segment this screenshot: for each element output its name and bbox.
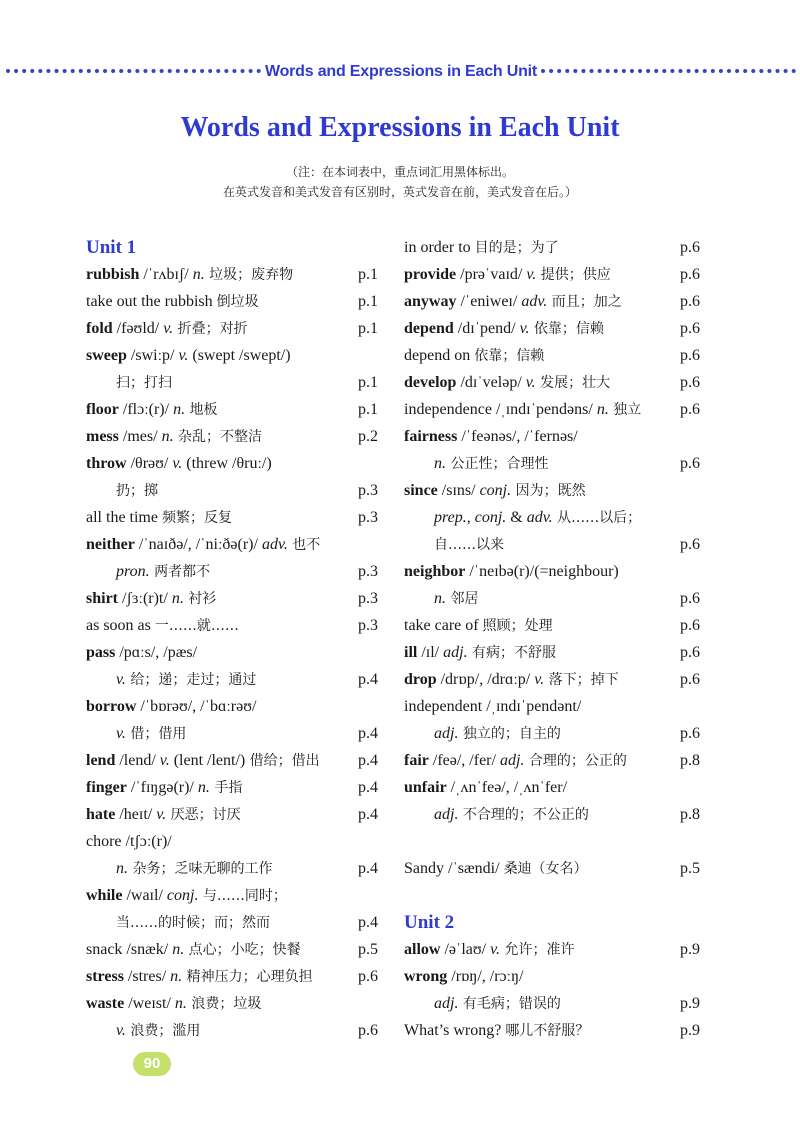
chinese-meaning: 两者都不 — [149, 564, 211, 580]
headword: neighbor — [404, 563, 466, 580]
part-of-speech: v. — [178, 347, 189, 364]
part-of-speech: pron. — [116, 563, 150, 580]
part-of-speech: n. — [171, 590, 184, 607]
part-of-speech: adj. — [443, 644, 468, 661]
page-reference: p.4 — [358, 671, 378, 688]
header-dots-left — [6, 69, 261, 75]
part-of-speech: v. — [525, 374, 536, 391]
part-of-speech: v. — [163, 320, 174, 337]
chinese-meaning: 提供；供应 — [536, 267, 611, 283]
vocab-entry — [404, 477, 700, 504]
pronunciation: /flɔː(r)/ — [118, 401, 174, 418]
entry-continuation — [404, 450, 700, 477]
page-reference: p.6 — [680, 617, 700, 634]
spacer — [404, 828, 700, 855]
vocab-entry — [404, 666, 700, 693]
vocab-entry — [86, 882, 378, 909]
pronunciation: /swiːp/ — [126, 347, 179, 364]
vocab-entry — [404, 612, 700, 639]
page-reference: p.2 — [358, 428, 378, 445]
vocab-entry — [86, 342, 378, 369]
entry-continuation — [86, 666, 378, 693]
chinese-meaning: 而且；加之 — [547, 294, 622, 310]
part-of-speech: v. — [526, 266, 537, 283]
part-of-speech: adv. — [526, 509, 553, 526]
note-line-1: （注：在本词表中，重点词汇用黑体标出。 — [285, 165, 514, 179]
headword: finger — [86, 779, 127, 796]
entry-text: What’s wrong? — [404, 1022, 506, 1039]
part-of-speech: adj. — [434, 995, 459, 1012]
headword: sweep — [86, 347, 127, 364]
chinese-meaning: 自……以来 — [434, 537, 504, 553]
entry-text: all the time — [86, 509, 162, 526]
headword: unfair — [404, 779, 447, 796]
chinese-meaning: 也不 — [287, 537, 321, 553]
page-reference: p.6 — [680, 725, 700, 742]
entry-text: independent /ˌɪndɪˈpendənt/ — [404, 698, 582, 715]
pronunciation: /feə/, /fer/ — [428, 752, 500, 769]
pronunciation: /mes/ — [118, 428, 162, 445]
page-reference: p.6 — [680, 671, 700, 688]
part-of-speech: n. — [116, 860, 128, 877]
chinese-meaning: 照顾；处理 — [482, 618, 553, 634]
part-of-speech: n. — [197, 779, 210, 796]
vocab-entry — [86, 288, 378, 315]
entry-continuation — [404, 531, 700, 558]
entry-continuation — [404, 801, 700, 828]
headword: allow — [404, 941, 441, 958]
chinese-meaning: 借给；借出 — [245, 753, 320, 769]
chinese-meaning: 独立的；自主的 — [458, 726, 561, 742]
chinese-meaning: 一……就…… — [154, 618, 239, 634]
vocab-entry — [404, 423, 700, 450]
headword: shirt — [86, 590, 118, 607]
pronunciation: /ˈfeənəs/, /ˈfernəs/ — [457, 428, 578, 445]
chinese-meaning: 从……以后； — [552, 510, 642, 526]
note-line-2: 在英式发音和美式发音有区别时，英式发音在前，美式发音在后。） — [222, 185, 577, 199]
vocab-entry — [404, 963, 700, 990]
headword: depend — [404, 320, 454, 337]
entry-continuation — [404, 504, 700, 531]
chinese-meaning: 与……同时； — [198, 888, 287, 904]
headword: develop — [404, 374, 457, 391]
page-reference: p.1 — [358, 401, 378, 418]
vocab-entry — [86, 396, 378, 423]
pronunciation: /ˈneɪbə(r)/(=neighbour) — [465, 563, 619, 580]
headword: fairness — [404, 428, 458, 445]
entry-text: Sandy /ˈsændi/ — [404, 860, 504, 877]
entry-text: take out the rubbish — [86, 293, 217, 310]
pronunciation: /waɪl/ — [122, 887, 167, 904]
page-reference: p.4 — [358, 779, 378, 796]
page-reference: p.6 — [680, 347, 700, 364]
spacer — [404, 882, 700, 909]
chinese-meaning: 因为；既然 — [511, 483, 586, 499]
part-of-speech: adv. — [521, 293, 548, 310]
entry-text: chore /tʃɔː(r)/ — [86, 833, 172, 850]
part-of-speech: n. — [174, 995, 187, 1012]
page-reference: p.1 — [358, 293, 378, 310]
page-reference: p.6 — [680, 239, 700, 256]
page-reference: p.4 — [358, 914, 378, 931]
page-reference: p.8 — [680, 806, 700, 823]
page-reference: p.3 — [358, 617, 378, 634]
entry-text: independence /ˌɪndɪˈpendəns/ — [404, 401, 597, 418]
page-reference: p.8 — [680, 752, 700, 769]
entry-extra: & — [506, 509, 527, 526]
chinese-meaning: 浪费；滥用 — [125, 1023, 201, 1039]
vocab-entry — [404, 558, 700, 585]
part-of-speech: conj. — [479, 482, 512, 499]
page-reference: p.4 — [358, 725, 378, 742]
part-of-speech: n. — [173, 401, 186, 418]
entry-extra: (threw /θruː/) — [182, 455, 272, 472]
part-of-speech: v. — [116, 671, 126, 688]
page-reference: p.5 — [680, 860, 700, 877]
pronunciation: /fəʊld/ — [112, 320, 164, 337]
headword: anyway — [404, 293, 457, 310]
part-of-speech: v. — [116, 1022, 126, 1039]
pronunciation: /lend/ — [115, 752, 160, 769]
pronunciation: /dɪˈveləp/ — [456, 374, 526, 391]
pronunciation: /ˌʌnˈfeə/, /ˌʌnˈfer/ — [446, 779, 568, 796]
vocab-entry — [86, 963, 378, 990]
chinese-meaning: 桑迪（女名） — [503, 861, 588, 877]
pronunciation: /ˈbɒrəʊ/, /ˈbɑːrəʊ/ — [136, 698, 257, 715]
part-of-speech: n. — [192, 266, 205, 283]
vocab-entry — [86, 990, 378, 1017]
vocab-entry — [404, 855, 700, 882]
page-reference: p.1 — [358, 320, 378, 337]
headword: ill — [404, 644, 418, 661]
chinese-meaning: 借；借用 — [125, 726, 187, 742]
chinese-meaning: 不合理的；不公正的 — [458, 807, 589, 823]
vocab-entry — [404, 693, 700, 720]
entry-continuation — [86, 477, 378, 504]
headword: since — [404, 482, 438, 499]
running-title: Words and Expressions in Each Unit — [264, 63, 538, 80]
headword: rubbish — [86, 266, 140, 283]
part-of-speech: n. — [161, 428, 174, 445]
part-of-speech: adv. — [261, 536, 288, 553]
page-reference: p.5 — [358, 941, 378, 958]
vocab-entry — [404, 315, 700, 342]
unit-heading: Unit 1 — [86, 237, 137, 258]
vocab-entry — [404, 936, 700, 963]
entry-text: as soon as — [86, 617, 155, 634]
vocab-entry — [404, 261, 700, 288]
entry-continuation — [86, 855, 378, 882]
pronunciation: /ˈeniweɪ/ — [456, 293, 522, 310]
part-of-speech: v. — [156, 806, 167, 823]
headword: waste — [86, 995, 125, 1012]
pronunciation: /ɪl/ — [417, 644, 444, 661]
page-reference: p.1 — [358, 266, 378, 283]
page-reference: p.3 — [358, 482, 378, 499]
chinese-meaning: 衬衫 — [183, 591, 217, 607]
vocab-entry — [86, 504, 378, 531]
vocab-entry — [404, 396, 700, 423]
headword: neither — [86, 536, 135, 553]
part-of-speech: v. — [159, 752, 170, 769]
part-of-speech: v. — [534, 671, 545, 688]
pronunciation: /dɪˈpend/ — [453, 320, 520, 337]
page-reference: p.6 — [358, 968, 378, 985]
page-reference: p.4 — [358, 860, 378, 877]
pronunciation: /ʃɜː(r)t/ — [118, 590, 172, 607]
page-reference: p.6 — [680, 401, 700, 418]
headword: mess — [86, 428, 119, 445]
chinese-meaning: 合理的；公正的 — [524, 753, 627, 769]
chinese-meaning: 给；递；走过；通过 — [125, 672, 257, 688]
part-of-speech: v. — [172, 455, 183, 472]
page-reference: p.1 — [358, 374, 378, 391]
part-of-speech: adj. — [434, 725, 459, 742]
headword: lend — [86, 752, 116, 769]
page-reference: p.4 — [358, 752, 378, 769]
chinese-meaning: 厌恶；讨厌 — [166, 807, 241, 823]
chinese-meaning: 允许；准许 — [500, 942, 575, 958]
chinese-meaning: 邻居 — [446, 591, 479, 607]
page-reference: p.6 — [680, 455, 700, 472]
vocab-entry — [404, 342, 700, 369]
vocab-entry — [86, 774, 378, 801]
entry-extra: (lent /lent/) — [169, 752, 246, 769]
entry-text: depend on — [404, 347, 475, 364]
pronunciation: /sɪns/ — [437, 482, 480, 499]
headword: fold — [86, 320, 113, 337]
pronunciation: /weɪst/ — [124, 995, 175, 1012]
page-reference: p.6 — [358, 1022, 378, 1039]
pronunciation: /heɪt/ — [115, 806, 157, 823]
page-reference: p.6 — [680, 590, 700, 607]
page-reference: p.6 — [680, 293, 700, 310]
vocab-entry — [404, 234, 700, 261]
part-of-speech: n. — [172, 941, 185, 958]
vocab-entry — [86, 315, 378, 342]
entry-text: snack /snæk/ — [86, 941, 173, 958]
chinese-meaning: 有病；不舒服 — [467, 645, 557, 661]
entry-extra: (swept /swept/) — [188, 347, 291, 364]
pronunciation: /drɒp/, /drɑːp/ — [436, 671, 535, 688]
vocab-entry — [86, 639, 378, 666]
vocab-entry — [404, 369, 700, 396]
left-column — [86, 234, 378, 1044]
vocab-entry — [404, 639, 700, 666]
part-of-speech: prep., conj. — [434, 509, 507, 526]
pronunciation: /əˈlaʊ/ — [440, 941, 491, 958]
chinese-meaning: 独立 — [608, 402, 642, 418]
headword: throw — [86, 455, 127, 472]
chinese-meaning: 扔；掷 — [116, 483, 158, 499]
chinese-meaning: 浪费；垃圾 — [186, 996, 262, 1012]
headword: drop — [404, 671, 437, 688]
vocab-entry — [86, 585, 378, 612]
vocab-entry — [86, 261, 378, 288]
right-column — [404, 234, 700, 1044]
entry-continuation — [404, 585, 700, 612]
part-of-speech: adj. — [434, 806, 459, 823]
page-reference: p.9 — [680, 1022, 700, 1039]
page-reference: p.6 — [680, 374, 700, 391]
chinese-meaning: 当……的时候；而；然而 — [116, 915, 270, 931]
chinese-meaning: 发展；壮大 — [535, 375, 611, 391]
headword: floor — [86, 401, 119, 418]
page-reference: p.6 — [680, 266, 700, 283]
chinese-meaning: 扫；打扫 — [116, 375, 172, 391]
chinese-meaning: 有毛病；错误的 — [458, 996, 561, 1012]
vocab-entry — [404, 288, 700, 315]
pronunciation: /θrəʊ/ — [126, 455, 173, 472]
pronunciation: /rɒŋ/, /rɔːŋ/ — [447, 968, 524, 985]
pronunciation: /stres/ — [123, 968, 171, 985]
pronunciation: /ˈnaɪðə/, /ˈniːðə(r)/ — [134, 536, 262, 553]
vocab-entry — [404, 774, 700, 801]
chinese-meaning: 杂乱；不整洁 — [173, 429, 263, 445]
part-of-speech: v. — [490, 941, 501, 958]
chinese-meaning: 折叠；对折 — [173, 321, 248, 337]
chinese-meaning: 点心；小吃；快餐 — [184, 942, 301, 958]
chinese-meaning: 哪儿不舒服？ — [505, 1023, 590, 1039]
part-of-speech: conj. — [166, 887, 199, 904]
headword: provide — [404, 266, 457, 283]
page-number-badge: 90 — [133, 1052, 171, 1076]
chinese-meaning: 垃圾；废弃物 — [204, 267, 294, 283]
chinese-meaning: 依靠；信赖 — [529, 321, 604, 337]
entry-continuation — [86, 558, 378, 585]
unit-heading: Unit 2 — [404, 912, 455, 933]
part-of-speech: adj. — [499, 752, 525, 769]
vocab-entry — [86, 450, 378, 477]
headword: pass — [86, 644, 116, 661]
headword: borrow — [86, 698, 137, 715]
page-reference: p.6 — [680, 320, 700, 337]
part-of-speech: n. — [170, 968, 183, 985]
headword: while — [86, 887, 123, 904]
entry-text: take care of — [404, 617, 483, 634]
vocab-entry — [404, 747, 700, 774]
headword: fair — [404, 752, 429, 769]
part-of-speech: n. — [434, 455, 446, 472]
entry-continuation — [86, 909, 378, 936]
page-reference: p.3 — [358, 590, 378, 607]
chinese-meaning: 目的是；为了 — [474, 240, 559, 256]
headword: wrong — [404, 968, 448, 985]
vocab-entry — [86, 423, 378, 450]
page-reference: p.4 — [358, 806, 378, 823]
headword: stress — [86, 968, 124, 985]
chinese-meaning: 杂务；乏味无聊的工作 — [128, 861, 273, 877]
running-header — [0, 58, 800, 86]
chinese-meaning: 地板 — [185, 402, 218, 418]
vocab-entry — [86, 801, 378, 828]
vocab-entry — [86, 828, 378, 855]
headword: hate — [86, 806, 116, 823]
vocab-entry — [404, 1017, 700, 1044]
part-of-speech: v. — [116, 725, 126, 742]
chinese-meaning: 落下；掉下 — [544, 672, 619, 688]
pronunciation: /ˈfɪŋgə(r)/ — [126, 779, 198, 796]
header-dots-right — [541, 69, 796, 75]
entry-continuation — [86, 369, 378, 396]
page-reference: p.6 — [680, 536, 700, 553]
vocab-entry — [86, 936, 378, 963]
pronunciation: /ˈrʌbɪʃ/ — [139, 266, 193, 283]
entry-continuation — [404, 990, 700, 1017]
vocab-entry — [86, 531, 378, 558]
page-reference: p.6 — [680, 644, 700, 661]
chinese-meaning: 依靠；信赖 — [474, 348, 545, 364]
chinese-meaning: 频繁；反复 — [161, 510, 232, 526]
vocab-entry — [86, 747, 378, 774]
entry-continuation — [404, 720, 700, 747]
page-reference: p.9 — [680, 941, 700, 958]
entry-text: in order to — [404, 239, 475, 256]
vocab-entry — [86, 693, 378, 720]
part-of-speech: v. — [519, 320, 530, 337]
vocab-entry — [86, 612, 378, 639]
chinese-meaning: 精神压力；心理负担 — [182, 969, 313, 985]
part-of-speech: n. — [434, 590, 446, 607]
chinese-meaning: 手指 — [209, 780, 243, 796]
page-reference: p.9 — [680, 995, 700, 1012]
pronunciation: /pɑːs/, /pæs/ — [115, 644, 198, 661]
part-of-speech: n. — [596, 401, 609, 418]
pronunciation: /prəˈvaɪd/ — [456, 266, 527, 283]
entry-continuation — [86, 1017, 378, 1044]
page-reference: p.3 — [358, 509, 378, 526]
entry-continuation — [86, 720, 378, 747]
page-reference: p.3 — [358, 563, 378, 580]
chinese-meaning: 倒垃圾 — [216, 294, 259, 310]
chinese-meaning: 公正性；合理性 — [446, 456, 549, 472]
page-title: Words and Expressions in Each Unit — [180, 112, 620, 143]
